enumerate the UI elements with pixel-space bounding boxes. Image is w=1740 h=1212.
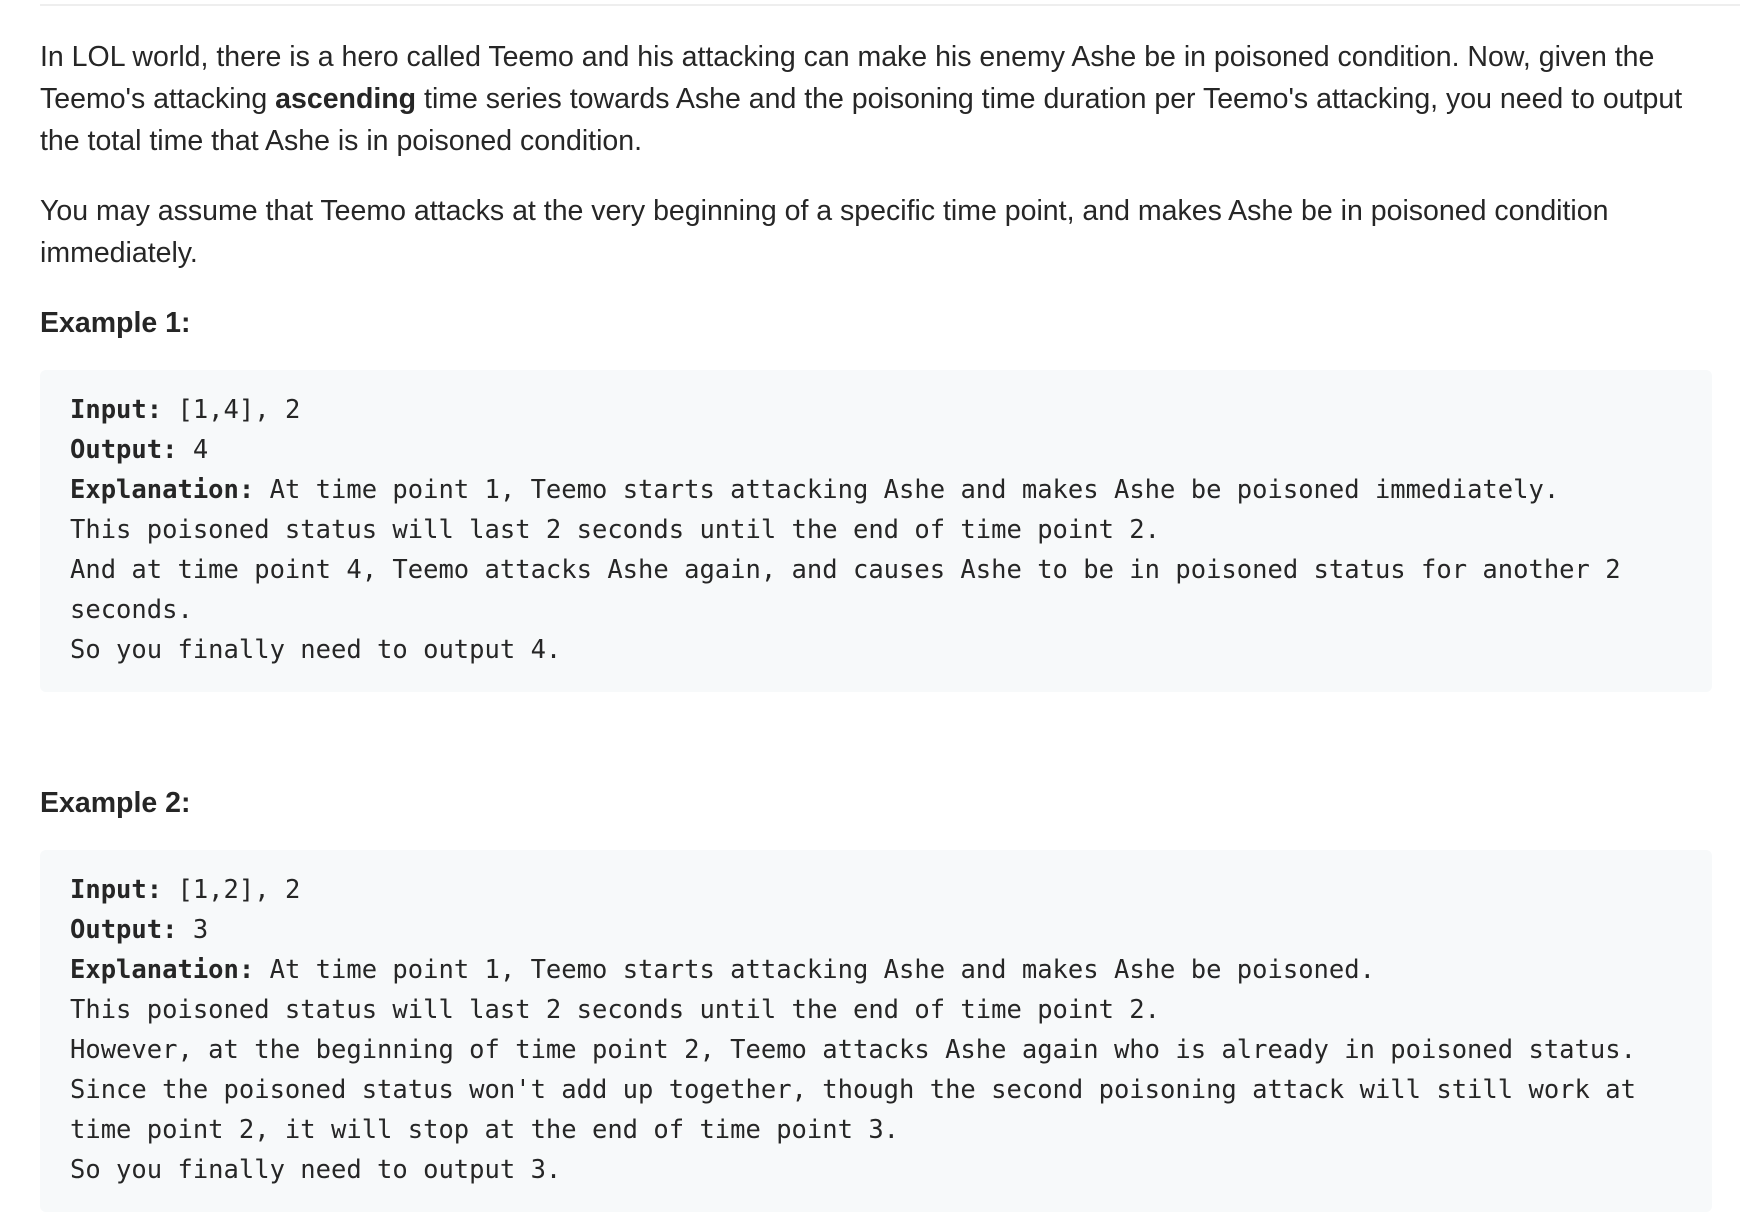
example-1-line: And at time point 4, Teemo attacks Ashe again, and causes Ashe to be in poisoned status for another 2 seconds. bbox=[70, 555, 1636, 625]
example-2-line: This poisoned status will last 2 seconds until the end of time point 2. bbox=[70, 995, 1161, 1025]
example-1-code-block bbox=[40, 370, 1712, 692]
example-2-output-label: Output: bbox=[70, 915, 178, 945]
example-1-input-label: Input: bbox=[70, 395, 163, 425]
top-divider bbox=[40, 4, 1740, 6]
description-text-1b: time series towards Ashe and the poisoning time duration per Teemo's attacking, you need to output the total time that Ashe is in poisoned condition. bbox=[40, 83, 1683, 157]
example-2-line: Since the poisoned status won't add up together, though the second poisoning attack will still work at time point 2, it will stop at the end of time point 3. bbox=[70, 1075, 1652, 1145]
description-paragraph-2: You may assume that Teemo attacks at the very beginning of a specific time point, and makes Ashe be in poisoned condition immediately. bbox=[40, 195, 1609, 269]
problem-description bbox=[40, 36, 1712, 1212]
example-2-explanation-line bbox=[70, 950, 1682, 990]
example-2-explanation-label: Explanation: bbox=[70, 955, 255, 985]
example-1-line: This poisoned status will last 2 seconds until the end of time point 2. bbox=[70, 515, 1161, 545]
example-2-output-line bbox=[70, 910, 1682, 950]
example-1-output-line bbox=[70, 430, 1682, 470]
example-2-line: So you finally need to output 3. bbox=[70, 1155, 562, 1185]
example-2-line: However, at the beginning of time point 2, Teemo attacks Ashe again who is already in poisoned status. bbox=[70, 1035, 1636, 1065]
example-1-input-line bbox=[70, 390, 1682, 430]
example-2-input-line bbox=[70, 870, 1682, 910]
example-2-input-label: Input: bbox=[70, 875, 163, 905]
example-1-explanation-text: At time point 1, Teemo starts attacking Ashe and makes Ashe be poisoned immediately. bbox=[254, 475, 1560, 505]
example-1-explanation-label: Explanation: bbox=[70, 475, 255, 505]
example-1-heading: Example 1: bbox=[40, 307, 191, 339]
example-1-explanation-line bbox=[70, 470, 1682, 510]
example-2-input-value: [1,2], 2 bbox=[162, 875, 301, 905]
description-paragraph-1 bbox=[40, 36, 1712, 162]
example-2-output-value: 3 bbox=[177, 915, 209, 945]
description-text-1a: In LOL world, there is a hero called Teemo and his attacking can make his enemy Ashe be in poisoned condition. Now, given the Teemo's attacking bbox=[40, 41, 1655, 115]
example-2-explanation-text: At time point 1, Teemo starts attacking Ashe and makes Ashe be poisoned. bbox=[254, 955, 1375, 985]
description-bold-ascending: ascending bbox=[275, 83, 417, 115]
example-1-line: So you finally need to output 4. bbox=[70, 635, 562, 665]
example-1-input-value: [1,4], 2 bbox=[162, 395, 301, 425]
example-2-code-block bbox=[40, 850, 1712, 1212]
example-2-heading: Example 2: bbox=[40, 787, 191, 819]
example-1-output-label: Output: bbox=[70, 435, 178, 465]
example-1-output-value: 4 bbox=[177, 435, 209, 465]
